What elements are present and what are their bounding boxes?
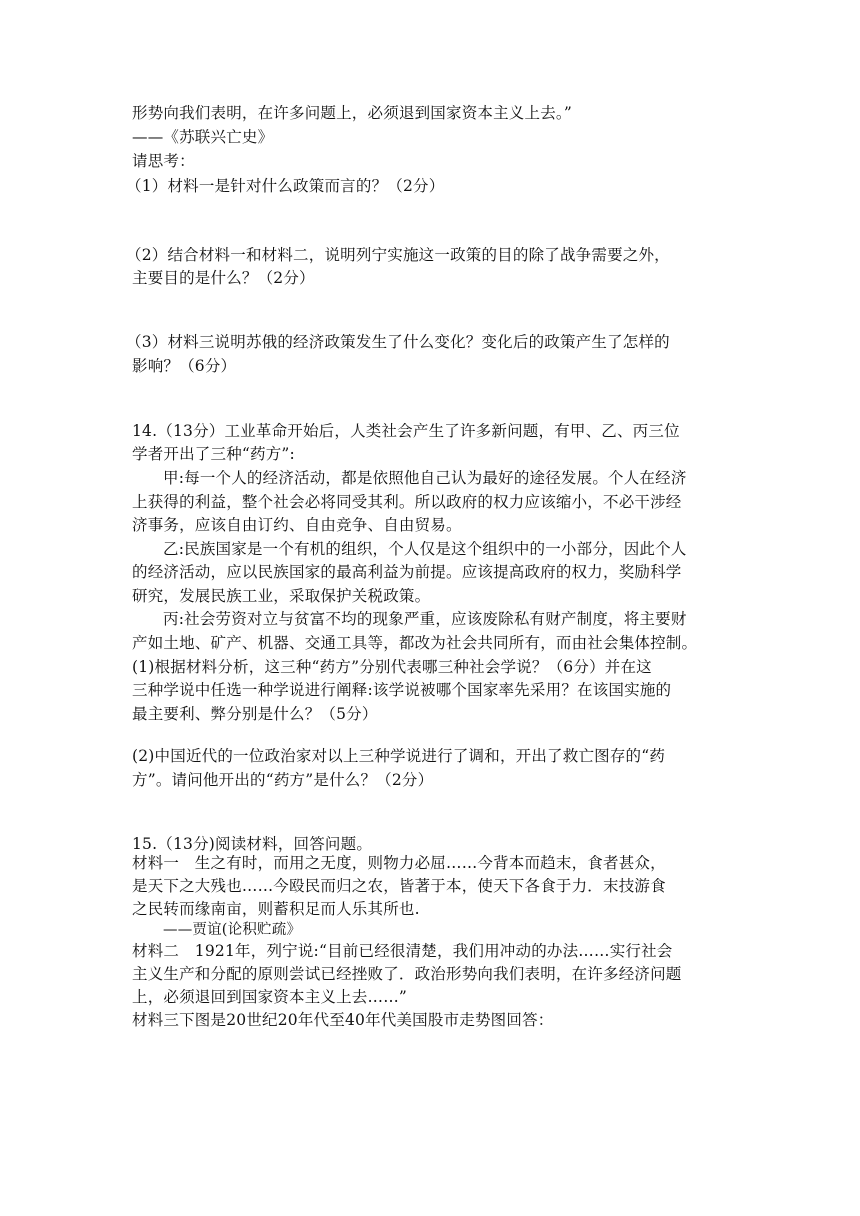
q15-material-3: 材料三下图是20世纪20年代至40年代美国股市走势图回答： — [132, 1011, 554, 1029]
q15-material-2-line-3: 上，必须退回到国家资本主义上去……” — [132, 988, 408, 1006]
question-3-line-2: 影响？（6分） — [132, 357, 237, 375]
q14-bing-line-2: 产如土地、矿产、机器、交通工具等，都改为社会共同所有，而由社会集体控制。 — [132, 634, 698, 652]
q15-material-2-line-1: 材料二 1921年，列宁说:“目前已经很清楚，我们用冲动的办法……实行社会 — [132, 942, 673, 960]
think-prompt: 请思考： — [132, 152, 195, 170]
q14-jia-line-3: 济事务，应该自由订约、自由竞争、自由贸易。 — [132, 516, 462, 534]
q15-material-1-line-1: 材料一 生之有时，而用之无度，则物力必屈……今背本而趋末，食者甚众， — [132, 854, 666, 872]
q14-yi-line-3: 研究，发展民族工业，采取保护关税政策。 — [132, 587, 431, 605]
q15-material-1-source: ——贾谊(论积贮疏》 — [163, 922, 302, 938]
q15-material-1-line-3: 之民转而缘南亩，则蓄积足而人乐其所也. — [132, 900, 420, 918]
q14-intro-line-2: 学者开出了三种“药方”: — [132, 445, 295, 463]
q15-intro: 15.（13分)阅读材料，回答问题。 — [132, 835, 373, 853]
q14-jia-line-1: 甲:每一个人的经济活动，都是依照他自己认为最好的途径发展。个人在经济 — [163, 469, 687, 487]
q14-sub2-line-1: (2)中国近代的一位政治家对以上三种学说进行了调和，开出了救亡图存的“药 — [132, 747, 666, 765]
q14-sub1-line-1: (1)根据材料分析，这三种“药方”分别代表哪三种社会学说？（6分）并在这 — [132, 658, 652, 676]
quote-end-line: 形势向我们表明，在许多问题上，必须退到国家资本主义上去。” — [132, 104, 572, 122]
q14-sub1-line-2: 三种学说中任选一种学说进行阐释:该学说被哪个国家率先采用？在该国实施的 — [132, 681, 672, 699]
quote-source: ——《苏联兴亡史》 — [132, 128, 274, 146]
q14-sub1-line-3: 最主要利、弊分别是什么？（5分） — [132, 705, 378, 723]
q14-bing-line-1: 丙:社会劳资对立与贫富不均的现象严重，应该废除私有财产制度，将主要财 — [163, 610, 687, 628]
q14-sub2-line-2: 方”。请问他开出的“药方”是什么？（2分） — [132, 771, 434, 789]
q14-intro-line-1: 14.（13分）工业革命开始后，人类社会产生了许多新问题，有甲、乙、丙三位 — [132, 422, 680, 440]
question-2-line-1: （2）结合材料一和材料二，说明列宁实施这一政策的目的除了战争需要之外， — [126, 246, 670, 264]
q14-yi-line-1: 乙:民族国家是一个有机的组织，个人仅是这个组织中的一小部分，因此个人 — [163, 540, 687, 558]
q14-jia-line-2: 上获得的利益，整个社会必将同受其利。所以政府的权力应该缩小，不必干涉经 — [132, 493, 682, 511]
question-3-line-1: （3）材料三说明苏俄的经济政策发生了什么变化？变化后的政策产生了怎样的 — [126, 333, 670, 351]
q15-material-1-line-2: 是天下之大残也……今殴民而归之农，皆著于本，使天下各食于力．末技游食 — [132, 877, 666, 895]
question-2-line-2: 主要目的是什么？（2分） — [132, 269, 315, 287]
q15-material-2-line-2: 主义生产和分配的原则尝试已经挫败了．政治形势向我们表明，在许多经济问题 — [132, 965, 682, 983]
question-1: （1）材料一是针对什么政策而言的？（2分） — [126, 177, 445, 195]
q14-yi-line-2: 的经济活动，应以民族国家的最高利益为前提。应该提高政府的权力，奖励科学 — [132, 563, 682, 581]
